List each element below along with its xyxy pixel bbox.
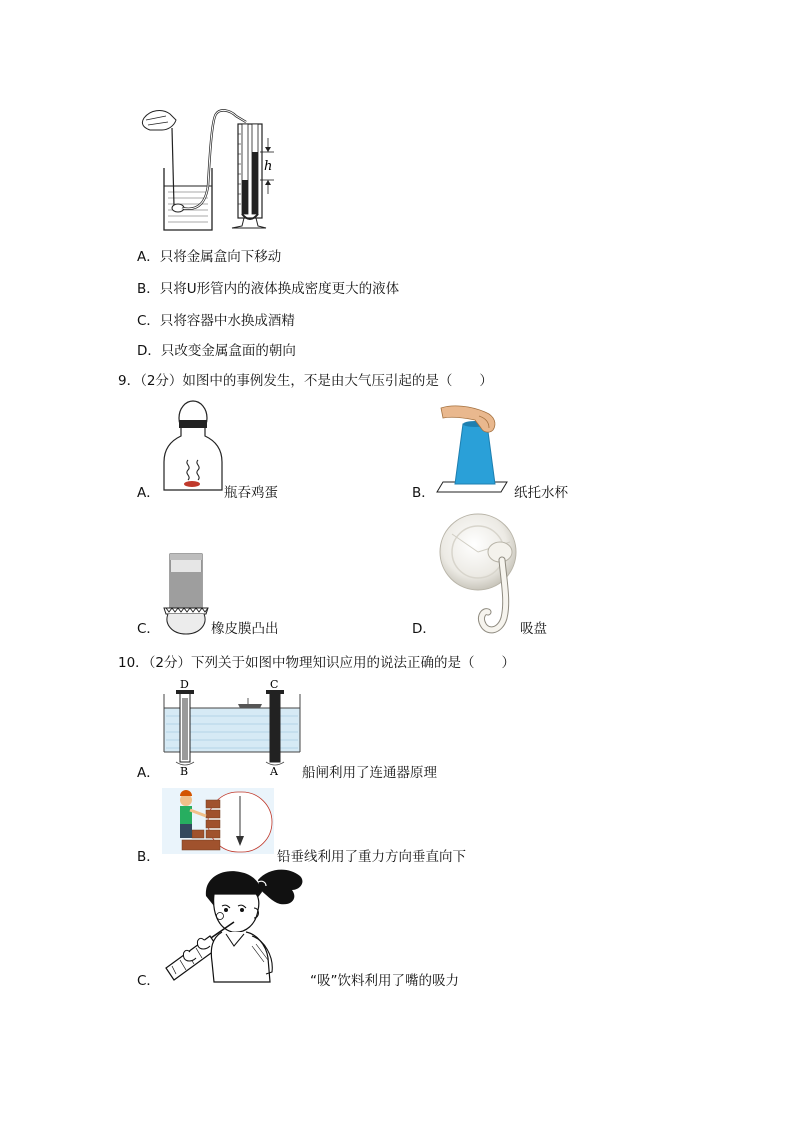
q10-stem: 10．（2分）下列关于如图中物理知识应用的说法正确的是（ ） — [118, 655, 516, 671]
q10-option-b-letter[interactable]: B． — [137, 849, 160, 865]
q8-option-b[interactable]: B．只将U形管内的液体换成密度更大的液体 — [137, 281, 400, 297]
q9-option-c-letter[interactable]: C． — [137, 621, 160, 637]
label-b: B — [180, 765, 189, 778]
label-c: C — [270, 678, 279, 691]
q10-option-a-letter[interactable]: A． — [137, 765, 160, 781]
q9-option-b-caption[interactable]: 纸托水杯 — [514, 485, 568, 501]
paper-holds-cup-figure — [435, 402, 515, 494]
q9-stem: 9．（2分）如图中的事例发生，不是由大气压引起的是（ ） — [118, 373, 493, 389]
q10-option-a-caption[interactable]: 船闸利用了连通器原理 — [302, 765, 437, 781]
q10-option-c-caption[interactable]: “吸”饮料利用了嘴的吸力 — [310, 973, 459, 989]
girl-drinking-figure — [160, 866, 306, 984]
q8-option-c[interactable]: C．只将容器中水换成酒精 — [137, 313, 295, 329]
q9-option-c-caption[interactable]: 橡皮膜凸出 — [211, 621, 279, 637]
q8-option-a[interactable]: A．只将金属盒向下移动 — [137, 249, 282, 265]
rubber-membrane-figure — [158, 552, 214, 638]
q10-option-b-caption[interactable]: 铅垂线利用了重力方向垂直向下 — [277, 849, 466, 865]
pressure-gauge-figure — [130, 100, 290, 235]
height-label: h — [264, 159, 273, 174]
ship-lock-figure — [162, 676, 302, 780]
q8-option-d[interactable]: D．只改变金属盒面的朝向 — [137, 343, 296, 359]
q9-option-a-caption[interactable]: 瓶吞鸡蛋 — [224, 485, 278, 501]
q10-option-c-letter[interactable]: C． — [137, 973, 160, 989]
q9-option-a-letter[interactable]: A． — [137, 485, 160, 501]
q9-option-b-letter[interactable]: B． — [412, 485, 435, 501]
label-d: D — [180, 678, 189, 691]
suction-hook-figure — [438, 512, 528, 636]
q9-option-d-letter[interactable]: D． — [412, 621, 436, 637]
q9-option-d-caption[interactable]: 吸盘 — [520, 621, 547, 637]
bottle-swallows-egg-figure — [160, 398, 226, 498]
label-a: A — [270, 765, 278, 778]
plumb-line-figure — [162, 788, 274, 854]
